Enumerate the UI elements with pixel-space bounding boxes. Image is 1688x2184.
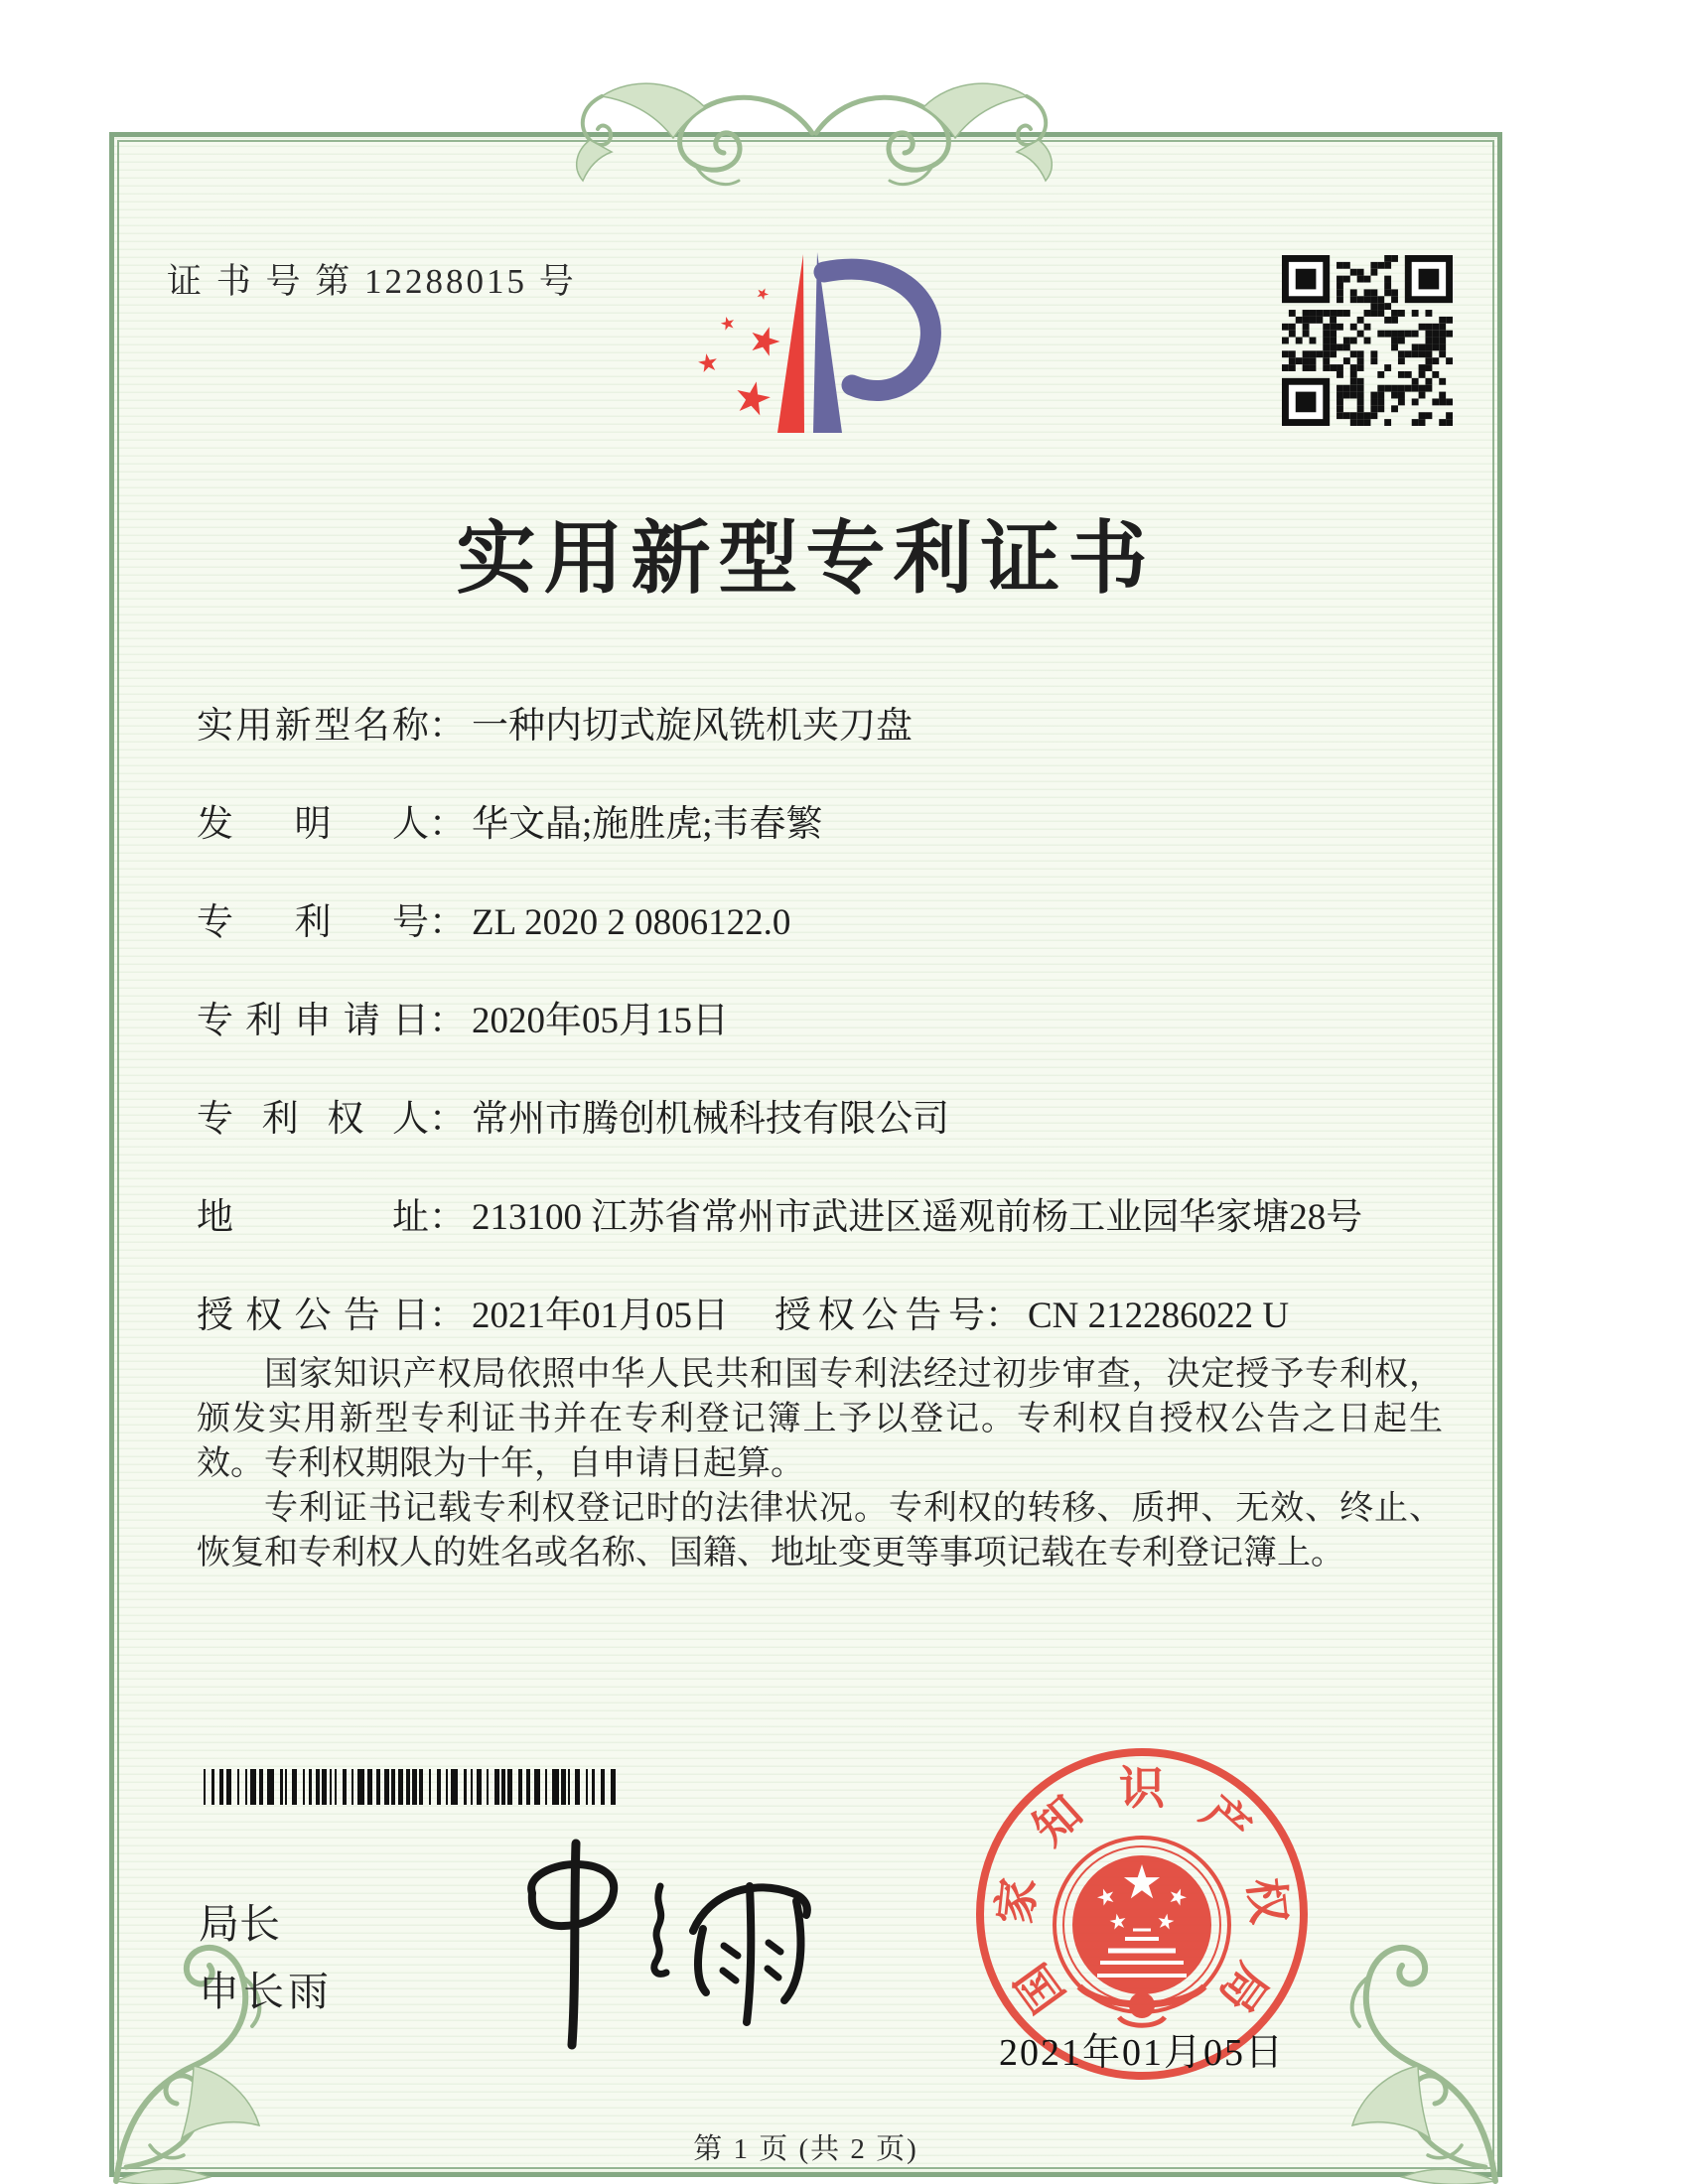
commissioner-name: 申长雨: [199, 1969, 333, 2014]
svg-text:家: 家: [989, 1875, 1045, 1927]
field-label: 发明人: [197, 804, 429, 845]
handwritten-signature-icon: [427, 1832, 824, 2080]
field-patentee: [197, 1088, 949, 1142]
field-value: 2021年01月05日: [472, 1296, 729, 1336]
colon: ：: [429, 1001, 466, 1041]
field-patent-number: [197, 891, 790, 945]
legal-paragraph: 国家知识产权局依照中华人民共和国专利法经过初步审查，决定授予专利权，颁发实用新型专利证书并在专利登记簿上予以登记。专利权自授权公告之日起生效。专利权期限为十年，自申请日起算。: [197, 1356, 1443, 1482]
field-value: 213100 江苏省常州市武进区遥观前杨工业园华家塘28号: [472, 1197, 1363, 1238]
svg-text:识: 识: [1119, 1763, 1165, 1814]
field-label: 实用新型名称: [197, 706, 429, 747]
svg-text:国: 国: [1006, 1954, 1074, 2021]
colon: ：: [429, 902, 466, 943]
colon: ：: [985, 1296, 1022, 1336]
page-footer: 第 1 页 (共 2 页): [693, 2133, 918, 2165]
seal-date: 2021年01月05日: [998, 2032, 1285, 2074]
field-label: 专利申请日: [197, 1001, 429, 1041]
field-label: 专利号: [197, 902, 429, 943]
field-inventors: [197, 793, 823, 847]
field-value: CN 212286022 U: [1028, 1296, 1290, 1336]
svg-text:权: 权: [1239, 1875, 1295, 1927]
certificate-number: 证 书 号 第 12288015 号: [167, 262, 577, 301]
legal-paragraph: 专利证书记载专利权登记时的法律状况。专利权的转移、质押、无效、终止、恢复和专利权人的姓名或名称、国籍、地址变更等事项记载在专利登记簿上。: [197, 1490, 1443, 1571]
field-label: 授权公告日: [197, 1296, 429, 1336]
colon: ：: [429, 1099, 466, 1140]
field-utility-model-name: [197, 695, 913, 749]
field-label: 授权公告号: [774, 1296, 985, 1336]
svg-text:产: 产: [1192, 1786, 1260, 1855]
svg-text:知: 知: [1024, 1786, 1092, 1855]
svg-text:局: 局: [1209, 1954, 1278, 2021]
qr-code: [1282, 255, 1453, 426]
colon: ：: [429, 1197, 466, 1238]
legal-text-block: [197, 1352, 1443, 1575]
field-filing-date: [197, 990, 729, 1043]
colon: ：: [429, 804, 466, 845]
field-value: 华文晶;施胜虎;韦春繁: [472, 804, 823, 845]
certificate-title: 实用新型专利证书: [456, 516, 1156, 604]
top-scroll-ornament-icon: [556, 58, 1072, 211]
colon: ：: [429, 1296, 466, 1336]
field-label: 地址: [197, 1197, 429, 1238]
field-grant-date-and-publication-number: [197, 1285, 1289, 1338]
field-value: 常州市腾创机械科技有限公司: [472, 1099, 949, 1140]
field-value: ZL 2020 2 0806122.0: [472, 902, 791, 943]
commissioner-role-label: 局长: [199, 1901, 280, 1947]
field-label: 专利权人: [197, 1099, 429, 1140]
field-value: 2020年05月15日: [472, 1001, 729, 1041]
barcode: [204, 1769, 616, 1805]
cnipa-logo-icon: [683, 250, 943, 441]
colon: ：: [429, 706, 466, 747]
field-value: 一种内切式旋风铣机夹刀盘: [472, 706, 913, 747]
field-address: [197, 1186, 1362, 1240]
